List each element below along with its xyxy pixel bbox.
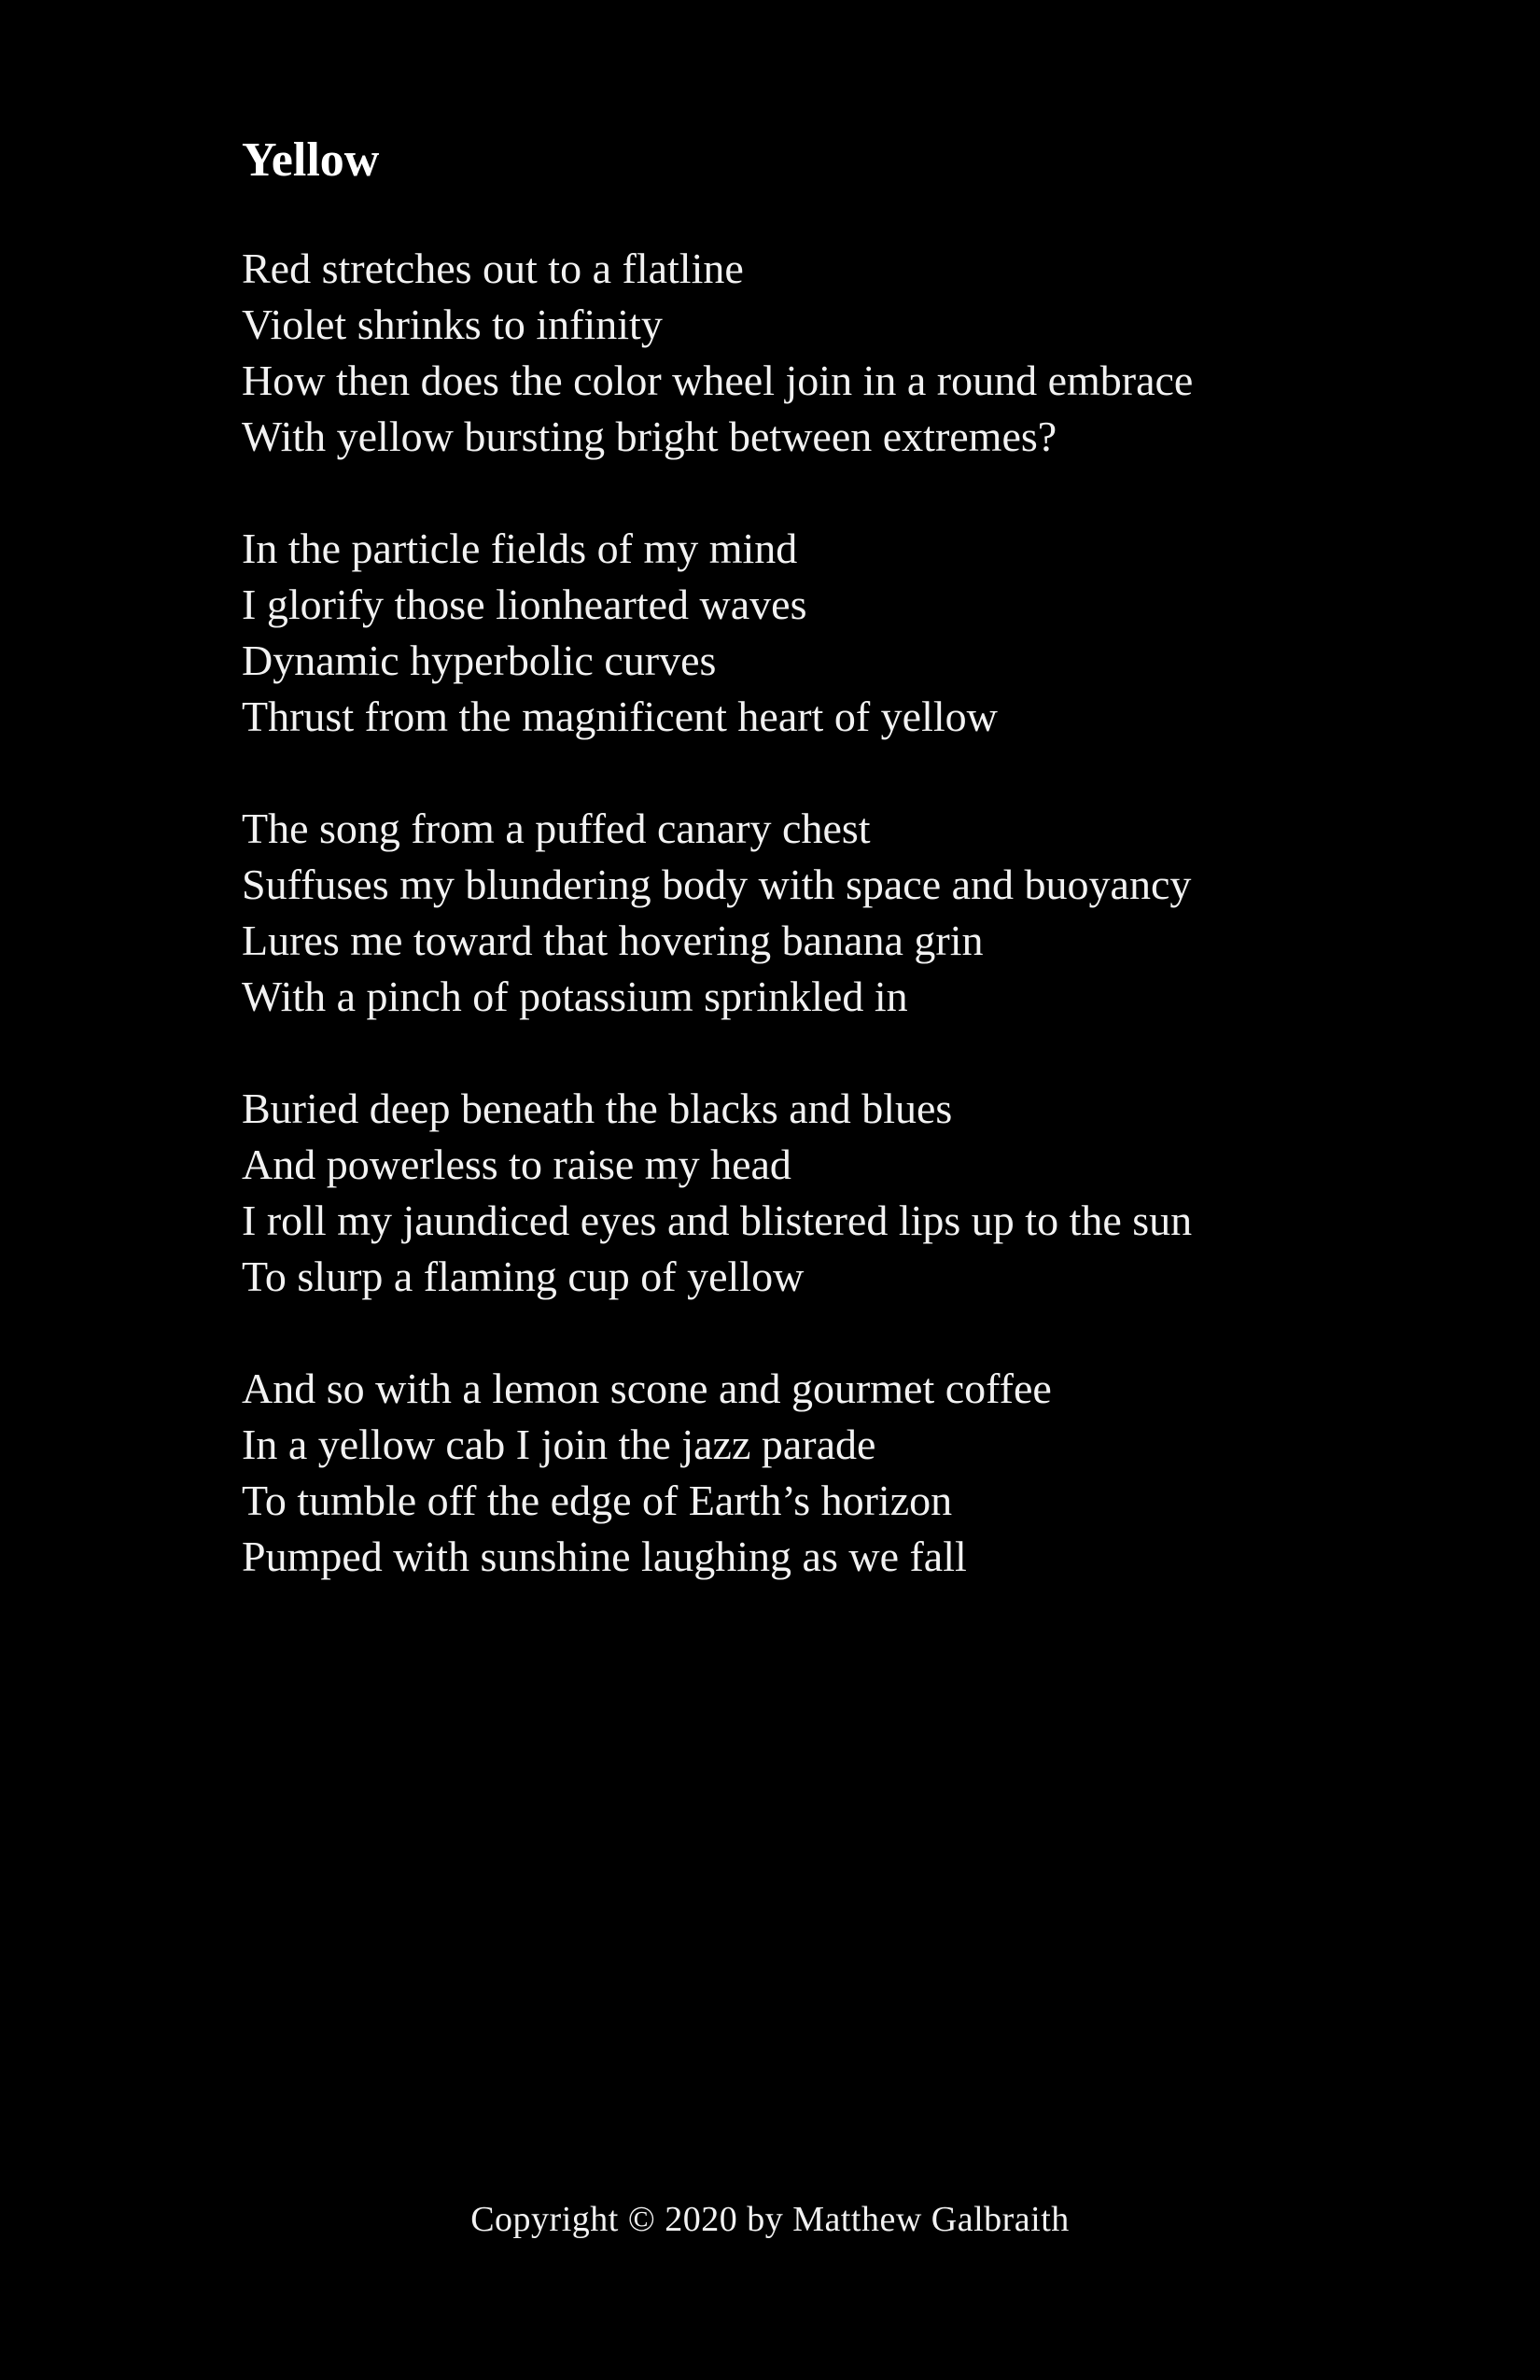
poem	[242, 131, 1362, 1641]
poem-line: Buried deep beneath the blacks and blues	[242, 1085, 953, 1132]
poem-line: Pumped with sunshine laughing as we fall	[242, 1533, 967, 1580]
poem-line: Dynamic hyperbolic curves	[242, 637, 717, 684]
poem-line: Lures me toward that hovering banana grin	[242, 917, 984, 964]
stanza-3	[242, 801, 1362, 1025]
stanza-4	[242, 1081, 1362, 1305]
stanza-1	[242, 241, 1362, 465]
poem-line: I roll my jaundiced eyes and blistered lips up to the sun	[242, 1197, 1193, 1244]
poem-line: The song from a puffed canary chest	[242, 805, 871, 852]
poem-line: Thrust from the magnificent heart of yellow	[242, 693, 998, 740]
poem-line: And powerless to raise my head	[242, 1141, 791, 1188]
poem-line: In a yellow cab I join the jazz parade	[242, 1421, 876, 1468]
poem-line: I glorify those lionhearted waves	[242, 581, 807, 628]
poem-line: To slurp a flaming cup of yellow	[242, 1253, 805, 1300]
copyright-notice: Copyright © 2020 by Matthew Galbraith	[470, 2200, 1070, 2239]
poem-line: And so with a lemon scone and gourmet coffee	[242, 1365, 1052, 1412]
stanza-2	[242, 521, 1362, 745]
poem-line: With a pinch of potassium sprinkled in	[242, 973, 908, 1020]
poem-line: Suffuses my blundering body with space and buoyancy	[242, 861, 1192, 908]
poem-line: To tumble off the edge of Earth’s horizon	[242, 1477, 953, 1524]
stanza-5	[242, 1361, 1362, 1585]
poem-line: With yellow bursting bright between extremes?	[242, 413, 1057, 460]
poem-line: Red stretches out to a flatline	[242, 245, 744, 292]
poem-line: Violet shrinks to infinity	[242, 301, 663, 348]
poem-line: In the particle fields of my mind	[242, 525, 798, 572]
poem-title: Yellow	[242, 133, 380, 187]
poem-line: How then does the color wheel join in a round embrace	[242, 357, 1194, 404]
